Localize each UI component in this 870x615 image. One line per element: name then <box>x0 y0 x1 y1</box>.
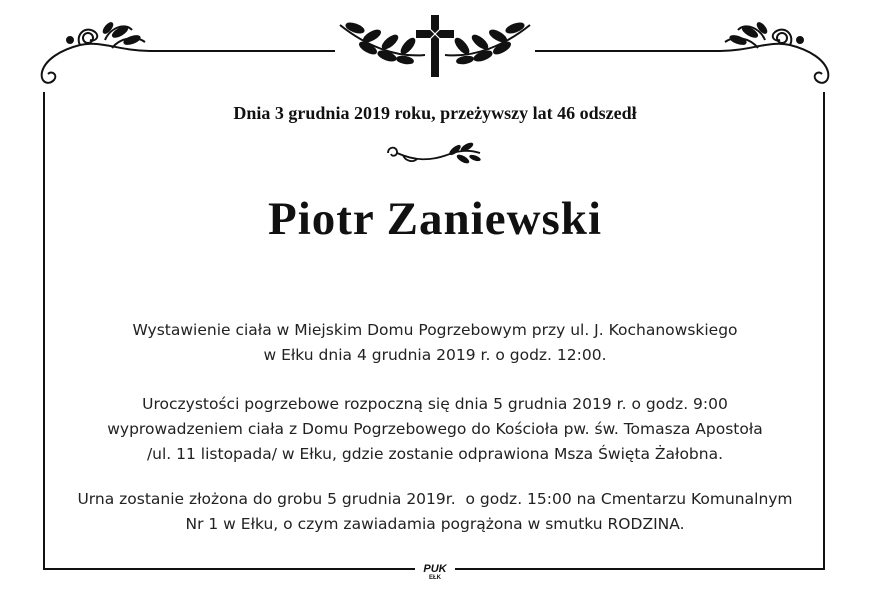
paragraph-line: wyprowadzeniem ciała z Domu Pogrzebowego do Kościoła pw. św. Tomasza Apostoła <box>107 420 763 438</box>
corner-flourish-left-icon <box>42 22 150 83</box>
paragraph-line: /ul. 11 listopada/ w Ełku, gdzie zostanie odprawiona Msza Święta Żałobna. <box>146 445 724 463</box>
notice-headline: Dnia 3 grudnia 2019 roku, przeżywszy lat 46 odszedł <box>233 103 637 123</box>
paragraph-burial <box>40 487 830 537</box>
paragraph-ceremony <box>40 392 830 467</box>
paragraph-line: Uroczystości pogrzebowe rozpoczną się dnia 5 grudnia 2019 r. o godz. 9:00 <box>142 395 728 413</box>
corner-flourish-right-icon <box>720 22 828 83</box>
leaf-divider-icon <box>385 141 485 169</box>
laurel-left-icon <box>340 22 425 65</box>
paragraph-line: w Ełku dnia 4 grudnia 2019 r. o godz. 12:00. <box>263 346 607 364</box>
puk-logo <box>415 560 455 582</box>
logo-subtext: EŁK <box>429 575 441 581</box>
paragraph-line: Nr 1 w Ełku, o czym zawiadamia pogrążona w smutku RODZINA. <box>185 515 685 533</box>
paragraph-line: Urna zostanie złożona do grobu 5 grudnia 2019r. o godz. 15:00 na Cmentarzu Komunalnym <box>77 490 793 508</box>
paragraph-viewing <box>40 318 830 368</box>
paragraph-line: Wystawienie ciała w Miejskim Domu Pogrzebowym przy ul. J. Kochanowskiego <box>132 321 738 339</box>
deceased-name: Piotr Zaniewski <box>267 193 603 245</box>
cross-icon <box>416 15 454 77</box>
top-ornament <box>0 0 870 100</box>
laurel-right-icon <box>445 22 530 65</box>
logo-text: PUK <box>423 563 447 575</box>
